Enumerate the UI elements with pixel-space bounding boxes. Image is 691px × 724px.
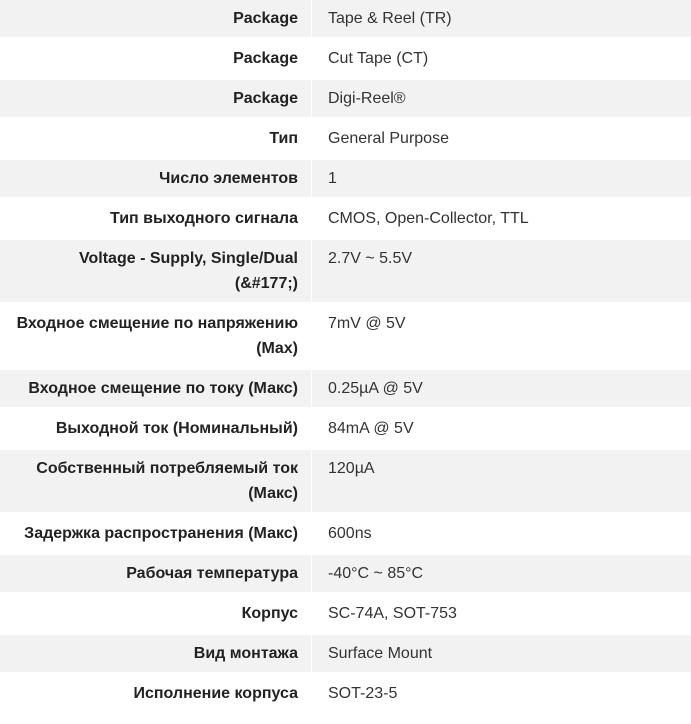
spec-row-mounting-type [0,635,691,672]
spec-value: 2.7V ~ 5.5V [311,240,691,302]
spec-row-supply-voltage [0,240,691,302]
spec-row-operating-temperature [0,555,691,592]
spec-value: 84mA @ 5V [311,410,691,447]
spec-label: Voltage - Supply, Single/Dual (&#177;) [0,240,311,302]
spec-value: SOT-23-5 [311,675,691,712]
spec-label: Package [0,0,311,37]
spec-value: General Purpose [311,120,691,157]
spec-row-element-count [0,160,691,197]
spec-label: Входное смещение по току (Макс) [0,370,311,407]
spec-row-type [0,120,691,157]
spec-row-input-bias-current [0,370,691,407]
spec-row-package-case [0,595,691,632]
spec-label: Тип выходного сигнала [0,200,311,237]
spec-value: 7mV @ 5V [311,305,691,367]
spec-row-quiescent-current [0,450,691,512]
spec-value: 1 [311,160,691,197]
spec-label: Package [0,80,311,117]
spec-row-propagation-delay [0,515,691,552]
spec-label: Число элементов [0,160,311,197]
spec-row-package-digireel [0,80,691,117]
spec-label: Собственный потребляемый ток (Макс) [0,450,311,512]
spec-label: Вид монтажа [0,635,311,672]
spec-row-package-tr [0,0,691,37]
spec-value: Digi-Reel® [311,80,691,117]
spec-value: -40°C ~ 85°C [311,555,691,592]
spec-value: Surface Mount [311,635,691,672]
spec-value: 120µA [311,450,691,512]
spec-row-output-current [0,410,691,447]
spec-label: Выходной ток (Номинальный) [0,410,311,447]
spec-row-package-ct [0,40,691,77]
spec-label: Рабочая температура [0,555,311,592]
spec-label: Package [0,40,311,77]
spec-value: SC-74A, SOT-753 [311,595,691,632]
spec-label: Тип [0,120,311,157]
spec-value: Cut Tape (CT) [311,40,691,77]
spec-row-supplier-device-package [0,675,691,712]
spec-value: CMOS, Open-Collector, TTL [311,200,691,237]
spec-label: Исполнение корпуса [0,675,311,712]
spec-label: Корпус [0,595,311,632]
spec-row-output-type [0,200,691,237]
spec-row-input-offset-voltage [0,305,691,367]
spec-label: Входное смещение по напряжению (Max) [0,305,311,367]
spec-value: 0.25µA @ 5V [311,370,691,407]
spec-value: Tape & Reel (TR) [311,0,691,37]
spec-label: Задержка распространения (Макс) [0,515,311,552]
spec-value: 600ns [311,515,691,552]
